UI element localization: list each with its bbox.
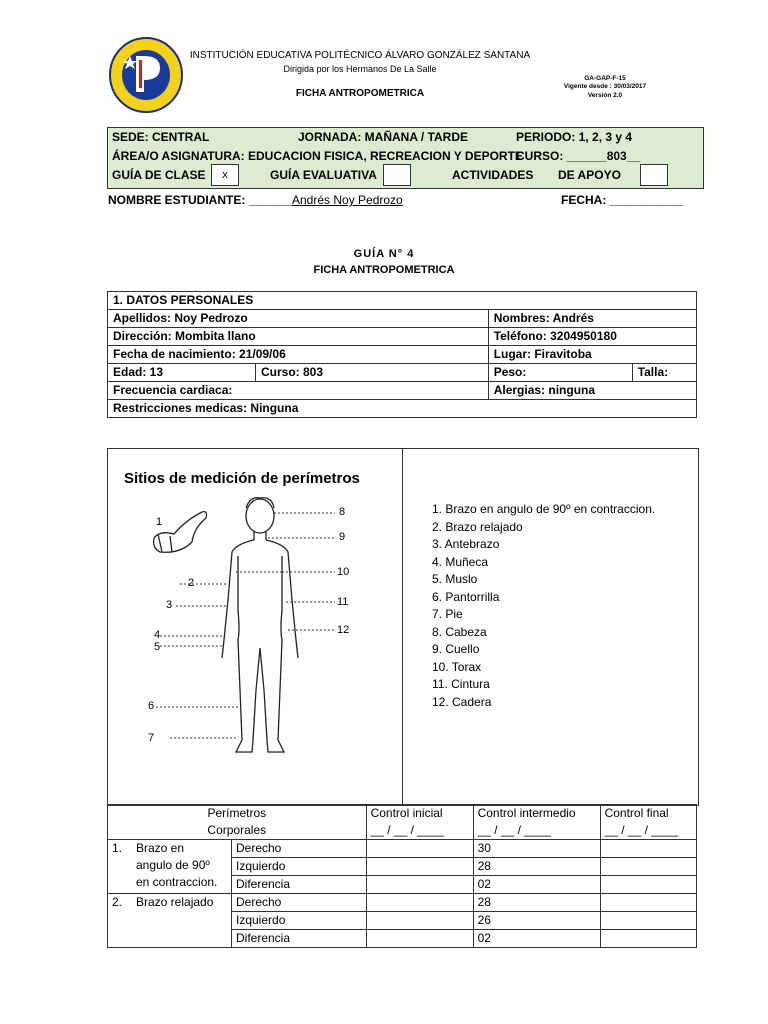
nombres-cell: Nombres: Andrés [488,310,696,328]
figure-label-10: 10 [337,566,350,578]
list-item: 1. Brazo en angulo de 90º en contraccion. [432,502,656,516]
list-item: 8. Cabeza [432,624,487,639]
list-item: 12. Cadera [432,694,492,709]
info-box [107,127,704,189]
nacimiento-cell: Fecha de nacimiento: 21/09/06 [108,346,489,364]
datos-section-header: 1. DATOS PERSONALES [108,292,697,310]
doc-valid-from: Vigente desde : 30/03/2017 [563,83,647,90]
side-cell: Diferencia [232,930,367,948]
inicial-cell[interactable] [366,858,473,876]
lugar-cell: Lugar: Firavitoba [488,346,696,364]
list-item: 11. Cintura [432,677,490,691]
side-cell: Izquierdo [232,912,367,930]
datos-personales-table [107,291,697,418]
intermedio-cell[interactable]: 30 [473,840,600,858]
final-cell[interactable] [600,930,696,948]
control-final-date: __ / __ / ____ [604,823,678,837]
figure-label-7: 7 [148,732,155,744]
list-item: 7. Pie [432,607,463,621]
restricciones-cell: Restricciones medicas: Ninguna [108,400,697,418]
site-number: 2. [112,895,123,909]
school-logo [108,36,184,114]
final-cell[interactable] [600,894,696,912]
list-item: 9. Cuello [432,642,480,656]
figure-label-3: 3 [166,599,173,611]
figure-title: Sitios de medición de perímetros [124,470,360,487]
side-cell: Diferencia [232,876,367,894]
edad-cell: Edad: 13 [108,364,256,382]
control-intermedio-date: __ / __ / ____ [477,823,551,837]
apellidos-cell: Apellidos: Noy Pedrozo [108,310,489,328]
body-diagram [140,490,370,760]
student-label: NOMBRE ESTUDIANTE: _______ [108,193,296,207]
guia-evaluativa-label: GUÍA EVALUATIVA [270,168,377,182]
figure-label-5: 5 [154,641,161,653]
side-cell: Derecho [232,840,367,858]
guia-clase-label: GUÍA DE CLASE [112,168,206,182]
curso-cell: Curso: 803 [256,364,489,382]
intermedio-cell[interactable]: 26 [473,912,600,930]
figure-divider [402,448,403,804]
final-cell[interactable] [600,876,696,894]
de-apoyo-checkbox[interactable] [640,164,668,186]
guide-subtitle: FICHA ANTROPOMETRICA [313,264,455,276]
perimetros-header [108,805,367,840]
inicial-cell[interactable] [366,840,473,858]
perimetros-header-line1: Perímetros [207,806,267,820]
inicial-cell[interactable] [366,930,473,948]
figure-label-11: 11 [337,596,349,608]
document-title: FICHA ANTROPOMETRICA [295,88,425,99]
side-cell: Izquierdo [232,858,367,876]
sites-list [432,501,655,711]
site-name-line: en contraccion. [136,875,218,889]
institution-subtitle: Dirigida por los Hermanos De La Salle [283,64,437,74]
control-intermedio-label: Control intermedio [477,806,576,820]
inicial-cell[interactable] [366,876,473,894]
figure-label-1: 1 [156,516,163,528]
sede-label: SEDE: CENTRAL [112,130,210,144]
list-item: 5. Muslo [432,572,478,586]
table-row [108,894,697,912]
site-number: 1. [112,841,123,855]
final-cell[interactable] [600,840,696,858]
final-cell[interactable] [600,912,696,930]
control-inicial-header [366,805,473,840]
figure-label-9: 9 [339,531,346,543]
perimetros-header-line2: Corporales [207,823,267,837]
site-cell-brazo-relajado [108,894,232,948]
periodo-label: PERIODO: 1, 2, 3 y 4 [516,130,633,144]
curso-label: CURSO: ______803__ [516,149,641,163]
peso-cell: Peso: [488,364,632,382]
area-label: ÁREA/O ASIGNATURA: EDUCACION FISICA, RECREACION Y DEPORTE [112,149,523,163]
fecha-label: FECHA: ___________ [561,193,684,207]
de-apoyo-label: DE APOYO [558,168,621,182]
inicial-cell[interactable] [366,894,473,912]
intermedio-cell[interactable]: 28 [473,858,600,876]
control-inicial-label: Control inicial [370,806,443,820]
list-item: 2. Brazo relajado [432,519,523,534]
direccion-cell: Dirección: Mombita llano [108,328,489,346]
intermedio-cell[interactable]: 28 [473,894,600,912]
site-name-line: Brazo en [136,841,185,855]
frecuencia-cell: Frecuencia cardiaca: [108,382,489,400]
intermedio-cell[interactable]: 02 [473,876,600,894]
guide-number: GUÍA N° 4 [353,248,415,260]
jornada-label: JORNADA: MAÑANA / TARDE [298,130,468,144]
control-final-label: Control final [604,806,669,820]
control-inicial-date: __ / __ / ____ [370,823,444,837]
doc-version: Versión 2.0 [587,92,623,99]
telefono-cell: Teléfono: 3204950180 [488,328,696,346]
intermedio-cell[interactable]: 02 [473,930,600,948]
control-final-header [600,805,696,840]
talla-cell: Talla: [632,364,696,382]
table-row [108,840,697,858]
figure-label-4: 4 [154,629,161,641]
side-cell: Derecho [232,894,367,912]
site-cell-brazo-90 [108,840,232,894]
list-item: 10. Torax [432,659,482,674]
list-item: 6. Pantorrilla [432,589,500,604]
final-cell[interactable] [600,858,696,876]
student-name: Andrés Noy Pedrozo [292,193,403,207]
perimetros-table [107,804,697,948]
list-item: 3. Antebrazo [432,537,500,551]
alergias-cell: Alergias: ninguna [488,382,696,400]
figure-label-12: 12 [337,624,350,636]
figure-label-8: 8 [339,506,346,518]
site-name-line: Brazo relajado [136,895,214,909]
actividades-label: ACTIVIDADES [452,168,534,182]
doc-code: GA-GAP-F-15 [584,75,626,82]
control-intermedio-header [473,805,600,840]
institution-name: INSTITUCIÓN EDUCATIVA POLITÉCNICO ÁLVARO GONZÁLEZ SANTANA [189,50,531,61]
figure-label-2: 2 [188,577,195,589]
list-item: 4. Muñeca [432,554,489,569]
guia-clase-checkbox[interactable]: x [211,164,239,186]
site-name-line: angulo de 90º [136,858,210,872]
inicial-cell[interactable] [366,912,473,930]
figure-label-6: 6 [148,700,155,712]
guia-evaluativa-checkbox[interactable] [383,164,411,186]
